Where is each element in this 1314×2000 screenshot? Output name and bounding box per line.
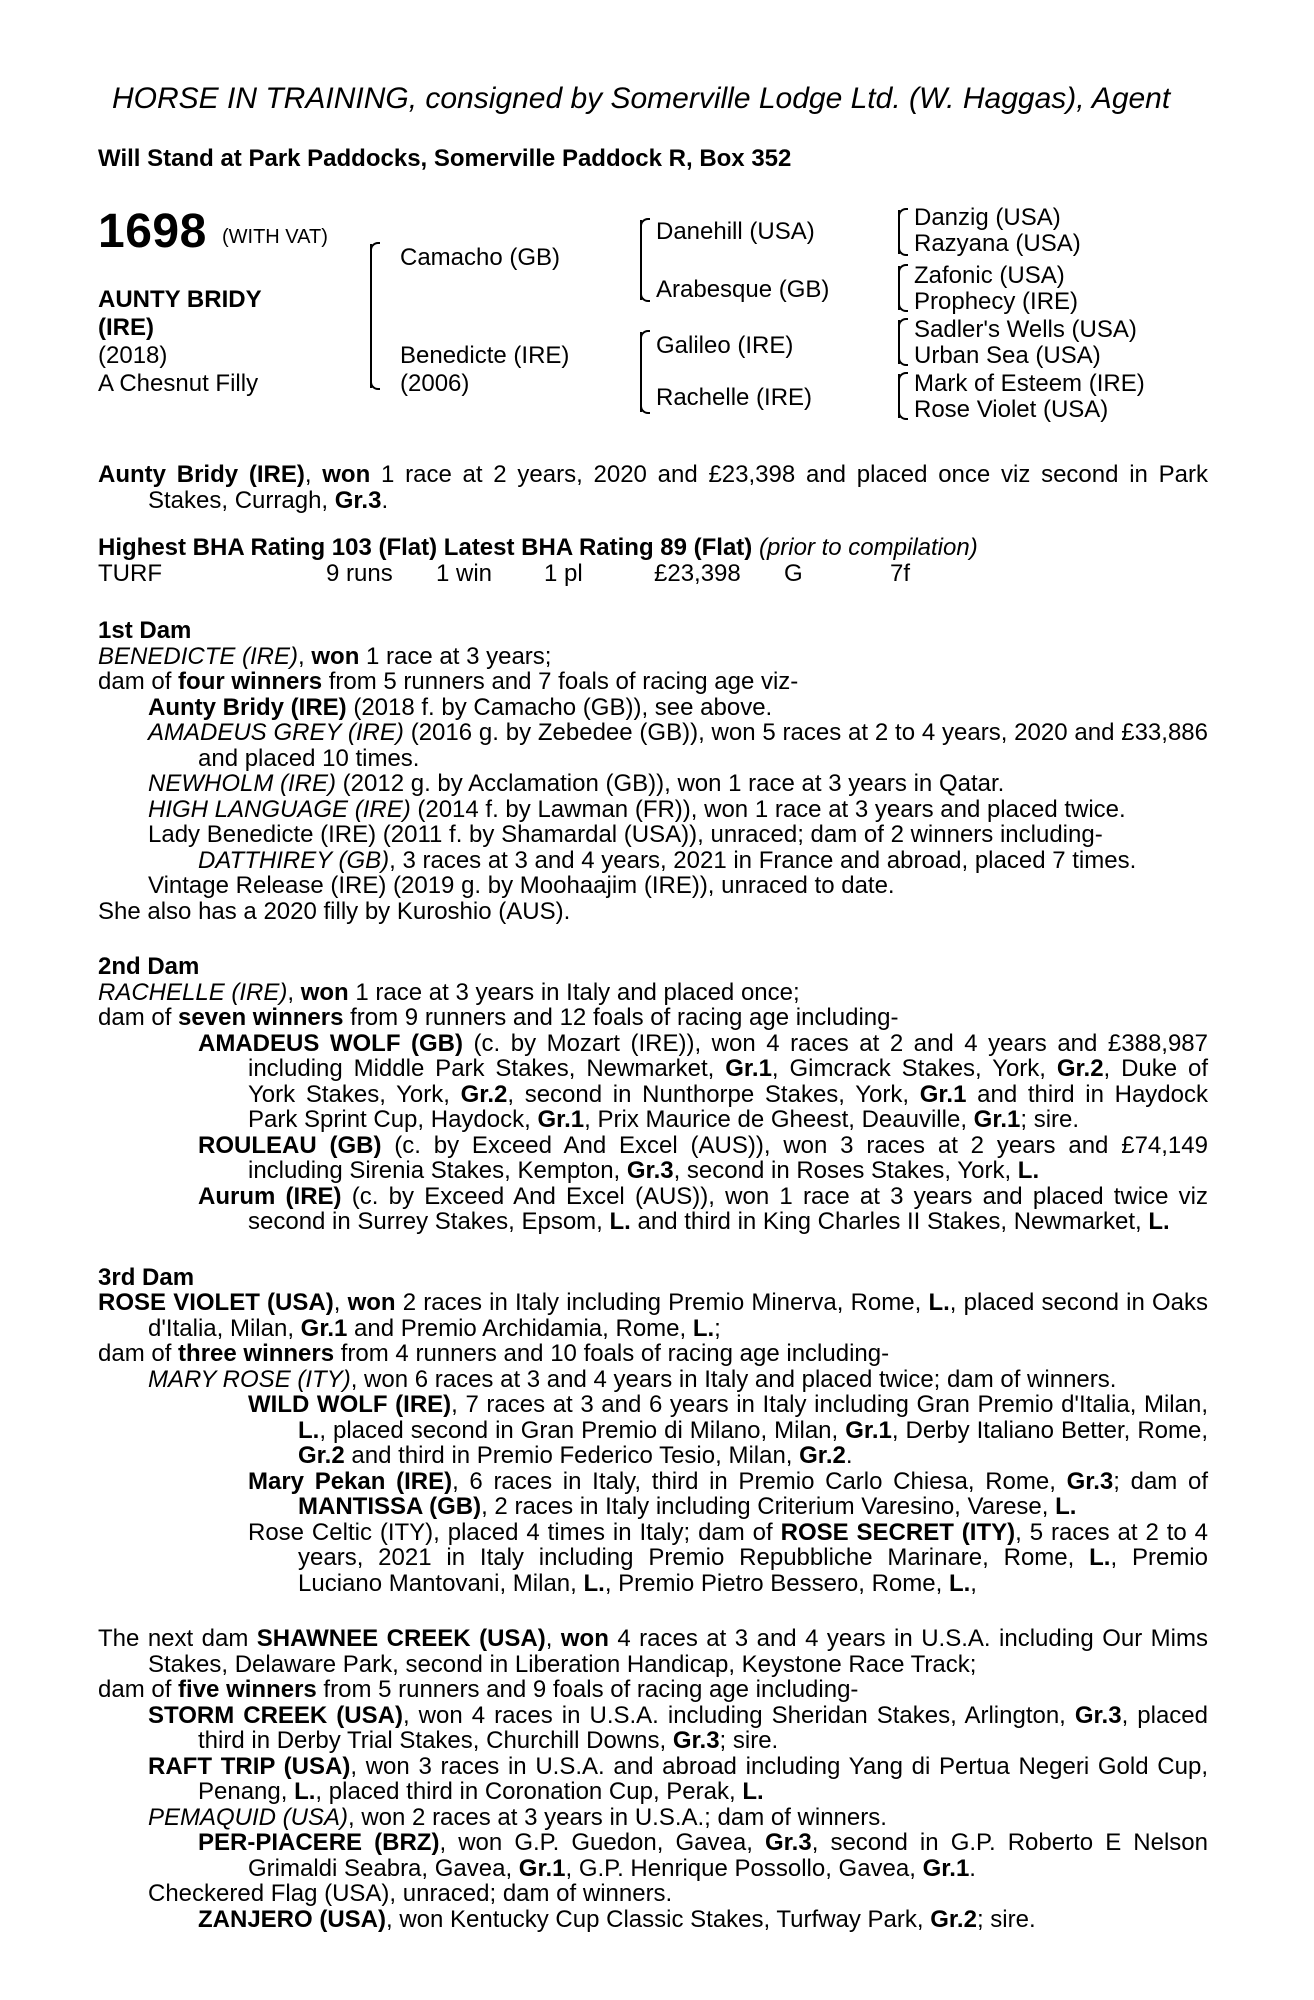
- stand-location: Will Stand at Park Paddocks, Somerville Paddock R, Box 352: [98, 145, 792, 172]
- first-dam-heading: 1st Dam: [98, 617, 192, 644]
- horse-name-block: [98, 286, 318, 398]
- list-item: Rose Celtic (ITY), placed 4 times in Italy; dam of ROSE SECRET (ITY), 5 races at 2 to 4 years, 2021 in Italy including Premio Repubbliche Marinare, Rome, L., Premio Luciano Mantovani, Milan, L., Premio Pietro Bessero, Rome, L.,: [248, 1518, 1209, 1597]
- list-item: Aurum (IRE) (c. by Exceed And Excel (AUS)), won 1 race at 3 years and placed twice viz second in Surrey Stakes, Epsom, L. and third in King Charles II Stakes, Newmarket, L.: [198, 1182, 1208, 1235]
- list-item: NEWHOLM (IRE) (2012 g. by Acclamation (GB)), won 1 race at 3 years in Qatar.: [148, 770, 1005, 797]
- lot-number: 1698: [98, 205, 207, 258]
- pedigree-sire-dam: Arabesque (GB): [656, 276, 830, 303]
- page-header-title: HORSE IN TRAINING, consigned by Somerville Lodge Ltd. (W. Haggas), Agent: [112, 82, 1171, 115]
- third-dam-line: ROSE VIOLET (USA), won 2 races in Italy including Premio Minerva, Rome, L., placed second in Oaks d'Italia, Milan, Gr.1 and Premio Archidamia, Rome, L.;: [98, 1289, 1208, 1342]
- next-dam-produce: dam of five winners from 5 runners and 9 foals of racing age including-: [98, 1676, 859, 1703]
- dam-line-brace: [640, 332, 642, 412]
- list-item: AMADEUS GREY (IRE) (2016 g. by Zebedee (GB)), won 5 races at 2 to 4 years, 2020 and £33,886 and placed 10 times.: [148, 719, 1208, 772]
- second-dam-produce: dam of seven winners from 9 runners and 12 foals of racing age including-: [98, 1004, 899, 1031]
- pedigree-dam-sire: Galileo (IRE): [656, 332, 794, 359]
- list-item: ROULEAU (GB) (c. by Exceed And Excel (AUS)), won 3 races at 2 years and £74,149 including Sirenia Stakes, Kempton, Gr.3, second in Roses Stakes, York, L.: [198, 1131, 1208, 1184]
- pedigree-sire: Camacho (GB): [400, 244, 561, 271]
- pedigree-sire-sire: Danehill (USA): [656, 218, 815, 245]
- list-item: Lady Benedicte (IRE) (2011 f. by Shamardal (USA)), unraced; dam of 2 winners including-: [148, 821, 1103, 848]
- bha-rating: Highest BHA Rating 103 (Flat) Latest BHA Rating 89 (Flat) (prior to compilation): [98, 534, 978, 561]
- second-dam-heading: 2nd Dam: [98, 953, 200, 980]
- list-item: Aunty Bridy (IRE) (2018 f. by Camacho (GB)), see above.: [148, 693, 773, 721]
- list-item: DATTHIREY (GB), 3 races at 3 and 4 years, 2021 in France and abroad, placed 7 times.: [198, 846, 1137, 874]
- pedigree-sss: Danzig (USA): [914, 204, 1061, 231]
- first-dam-line: BENEDICTE (IRE), won 1 race at 3 years;: [98, 642, 552, 670]
- sire-dam-brace: [370, 244, 372, 388]
- second-dam-line: RACHELLE (IRE), won 1 race at 3 years in Italy and placed once;: [98, 978, 800, 1006]
- list-item: She also has a 2020 filly by Kuroshio (AUS).: [98, 897, 571, 925]
- race-record-row: TURF 9 runs 1 win 1 pl £23,398 G 7f: [98, 559, 911, 587]
- list-item: Checkered Flag (USA), unraced; dam of winners.: [148, 1880, 673, 1907]
- list-item: PEMAQUID (USA), won 2 races at 3 years in U.S.A.; dam of winners.: [148, 1803, 887, 1831]
- gen3-brace-2: [898, 266, 900, 310]
- list-item: PER-PIACERE (BRZ), won G.P. Guedon, Gavea, Gr.3, second in G.P. Roberto E Nelson Grimaldi Seabra, Gavea, Gr.1, G.P. Henrique Possollo, Gavea, Gr.1.: [198, 1829, 1209, 1882]
- list-item: MARY ROSE (ITY), won 6 races at 3 and 4 years in Italy and placed twice; dam of winners.: [148, 1365, 1117, 1393]
- pedigree-dam: Benedicte (IRE): [400, 342, 570, 369]
- pedigree-dsd: Urban Sea (USA): [914, 342, 1101, 369]
- list-item: ZANJERO (USA), won Kentucky Cup Classic Stakes, Turfway Park, Gr.2; sire.: [198, 1905, 1036, 1933]
- list-item: RAFT TRIP (USA), won 3 races in U.S.A. and abroad including Yang di Pertua Negeri Gold Cup, Penang, L., placed third in Coronation Cup, Perak, L.: [148, 1752, 1209, 1805]
- next-dam-line: The next dam SHAWNEE CREEK (USA), won 4 races at 3 and 4 years in U.S.A. including Our Mims Stakes, Delaware Park, second in Liberation Handicap, Keystone Race Track;: [98, 1625, 1208, 1678]
- pedigree-dss: Sadler's Wells (USA): [914, 316, 1137, 343]
- catalogue-body: [98, 462, 1208, 1932]
- horse-country: (IRE): [98, 314, 154, 341]
- list-item: HIGH LANGUAGE (IRE) (2014 f. by Lawman (FR)), won 1 race at 3 years and placed twice.: [148, 795, 1126, 823]
- horse-description: A Chesnut Filly: [98, 370, 259, 397]
- gen3-brace-4: [898, 374, 900, 418]
- vat-note: (WITH VAT): [222, 226, 328, 248]
- pedigree-sdd: Prophecy (IRE): [914, 288, 1079, 315]
- summary-horse-name: Aunty Bridy (IRE): [98, 461, 305, 488]
- sire-line-brace: [640, 220, 642, 300]
- pedigree-dam-dam: Rachelle (IRE): [656, 384, 813, 411]
- list-item: Vintage Release (IRE) (2019 g. by Moohaajim (IRE)), unraced to date.: [148, 872, 895, 899]
- pedigree-ddd: Rose Violet (USA): [914, 396, 1109, 423]
- gen3-brace-1: [898, 210, 900, 254]
- third-dam-produce: dam of three winners from 4 runners and 10 foals of racing age including-: [98, 1340, 890, 1367]
- list-item: WILD WOLF (IRE), 7 races at 3 and 6 years in Italy including Gran Premio d'Italia, Milan, L., placed second in Gran Premio di Milano, Milan, Gr.1, Derby Italiano Better, Rome, Gr.2 and third in Premio Federico Tesio, Milan, Gr.2.: [248, 1391, 1209, 1469]
- horse-year: (2018): [98, 342, 168, 369]
- horse-name: AUNTY BRIDY: [98, 286, 262, 313]
- third-dam-heading: 3rd Dam: [98, 1263, 195, 1291]
- pedigree-dam-year: (2006): [400, 370, 470, 397]
- pedigree-sds: Zafonic (USA): [914, 262, 1065, 289]
- pedigree-dds: Mark of Esteem (IRE): [914, 370, 1145, 397]
- list-item: AMADEUS WOLF (GB) (c. by Mozart (IRE)), won 4 races at 2 and 4 years and £388,987 including Middle Park Stakes, Newmarket, Gr.1, Gimcrack Stakes, York, Gr.2, Duke of York Stakes, York, Gr.2, second in Nunthorpe Stakes, York, Gr.1 and third in Haydock Park Sprint Cup, Haydock, Gr.1, Prix Maurice de Gheest, Deauville, Gr.1; sire.: [198, 1029, 1209, 1133]
- race-summary: Aunty Bridy (IRE), won 1 race at 2 years, 2020 and £23,398 and placed once viz second in Park Stakes, Curragh, Gr.3.: [98, 461, 1208, 514]
- pedigree-ssd: Razyana (USA): [914, 230, 1081, 257]
- gen3-brace-3: [898, 320, 900, 364]
- first-dam-produce: dam of four winners from 5 runners and 7 foals of racing age viz-: [98, 668, 799, 695]
- list-item: STORM CREEK (USA), won 4 races in U.S.A. including Sheridan Stakes, Arlington, Gr.3, placed third in Derby Trial Stakes, Churchill Downs, Gr.3; sire.: [148, 1701, 1208, 1754]
- list-item: Mary Pekan (IRE), 6 races in Italy, third in Premio Carlo Chiesa, Rome, Gr.3; dam of MANTISSA (GB), 2 races in Italy including Criterium Varesino, Varese, L.: [248, 1467, 1208, 1520]
